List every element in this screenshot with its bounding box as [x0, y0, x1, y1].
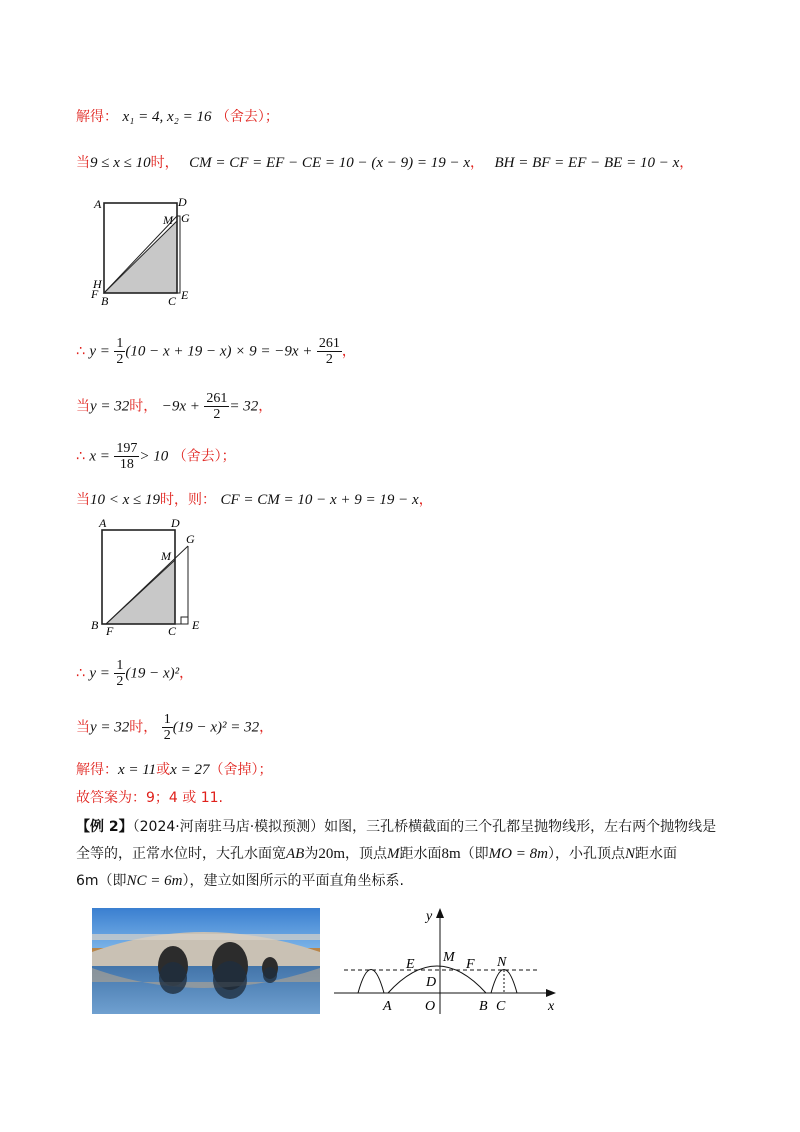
label-F: F: [91, 287, 99, 301]
fraction-197-18: $\frac{197}{18}$: [116, 441, 138, 472]
label-x-axis: x: [548, 999, 555, 1014]
case3-cf-expression: CF = CM = 10 − x + 9 = 19 − x: [220, 492, 419, 508]
label-A: A: [94, 197, 102, 211]
label-y-axis: y: [426, 909, 433, 924]
fraction-261-2: $\frac{261}{2}$: [318, 336, 340, 367]
label-B-2: B: [91, 618, 99, 632]
x-equals-27: x = 27: [170, 762, 210, 778]
label-E-2: E: [192, 618, 200, 632]
y-equals-32: y = 32: [90, 398, 130, 415]
example-tag: 【例 2】: [76, 819, 133, 835]
label-D-3: D: [426, 975, 437, 990]
right-parabola: [491, 970, 517, 994]
label-N-3: N: [497, 955, 507, 970]
y-equals: y =: [89, 343, 110, 360]
label-D-2: D: [171, 516, 180, 530]
solution-line-1: [76, 106, 279, 126]
therefore-symbol: ∴: [76, 343, 85, 360]
y2-expression: (19 − x)²: [125, 665, 180, 682]
case2-bh-expression: BH = BF = EF − BE = 10 − x: [494, 155, 680, 171]
label-E: E: [181, 288, 189, 302]
greater-than-10: > 10: [139, 448, 169, 465]
shaded-triangle: [104, 221, 177, 293]
label-dang: 当: [76, 155, 90, 171]
figure-square-case2: [88, 192, 208, 308]
roots-expression: x₁ = 4, x₂ = 16: [122, 109, 212, 125]
label-M-2: M: [161, 549, 171, 563]
equation-lhs: −9x +: [161, 398, 200, 415]
label-B-3: B: [479, 999, 488, 1014]
label-C-2: C: [168, 624, 177, 637]
solution-line-2: 当9 ≤ x ≤ 10时， CM = CF = EF − CE = 10 − (x − 9) = 19 − x， BH = BF = EF − BE = 10 − x，: [76, 155, 694, 171]
solution-line-y32: 当y = 32时， −9x + $\frac{261}{2}$ = 32，: [76, 391, 273, 422]
label-A-3: A: [383, 999, 392, 1014]
case3-range: 10 < x ≤ 19: [90, 492, 161, 508]
label-F-3: F: [466, 957, 475, 972]
bridge-photo: [92, 908, 320, 1014]
answer-line: 故答案为：9；4 或 11.: [76, 790, 223, 806]
label-M-3: M: [443, 950, 455, 965]
label-C-3: C: [496, 999, 506, 1014]
label-E-3: E: [406, 957, 415, 972]
equation-rhs: = 32: [229, 398, 259, 415]
label-G-2: G: [186, 532, 195, 546]
solution-line-eq2: 当y = 32时， $\frac{1}{2}$ (19 − x)² = 32，: [76, 712, 274, 743]
fraction-half: $\frac{1}{2}$: [116, 336, 124, 367]
y-expression-area: (10 − x + 19 − x) × 9 = −9x +: [125, 343, 313, 360]
label-M: M: [163, 213, 173, 227]
solution-line-y1: ∴ y = $\frac{1}{2}$ (10 − x + 19 − x) × 9 = −9x + $\frac{261}{2}$ ，: [76, 336, 356, 367]
label-B: B: [101, 294, 109, 308]
figure-square-case3: [88, 513, 218, 637]
parabola-coordinate-figure: [330, 906, 562, 1016]
label-shi-ze: 时，则：: [160, 492, 217, 508]
label-F-2: F: [106, 624, 114, 637]
solution-line-x197: ∴ x = $\frac{197}{18}$ > 10 （舍去）；: [76, 441, 236, 472]
solution-line-y2: ∴ y = $\frac{1}{2}$ (19 − x)²，: [76, 658, 194, 689]
case2-cm-expression: CM = CF = EF − CE = 10 − (x − 9) = 19 − x: [189, 155, 471, 171]
label-H: H: [93, 277, 102, 291]
label-G: G: [181, 211, 190, 225]
case2-range: 9 ≤ x ≤ 10: [90, 155, 151, 171]
label-C: C: [168, 294, 177, 308]
label-D: D: [178, 195, 187, 209]
example-2-paragraph: 【例 2】（2024·河南驻马店·模拟预测）如图，三孔桥横截面的三个孔都呈抛物线形，左右两个抛物线是 全等的，正常水位时，大孔水面宽AB为20m，顶点M距水面8m（即MO = 8m），小孔顶点N距水面 6m（即NC = 6m），建立如图所示的平面直角坐标系.: [76, 819, 717, 889]
equation-2: (19 − x)² = 32: [172, 719, 260, 736]
x-equals-11: x = 11: [118, 762, 157, 778]
label-A-2: A: [99, 516, 107, 530]
label-shi: 时，: [150, 155, 179, 171]
solution-line-final: 解得：x = 11或x = 27（舍掉）；: [76, 762, 273, 778]
left-parabola: [358, 970, 384, 994]
label-O-3: O: [425, 999, 436, 1014]
label-jiede: 解得：: [76, 109, 118, 125]
discard-note: （舍去）；: [215, 109, 279, 125]
x-equals: x =: [89, 448, 110, 465]
solution-line-case3: 当10 < x ≤ 19时，则： CF = CM = 10 − x + 9 = 19 − x，: [76, 492, 433, 508]
